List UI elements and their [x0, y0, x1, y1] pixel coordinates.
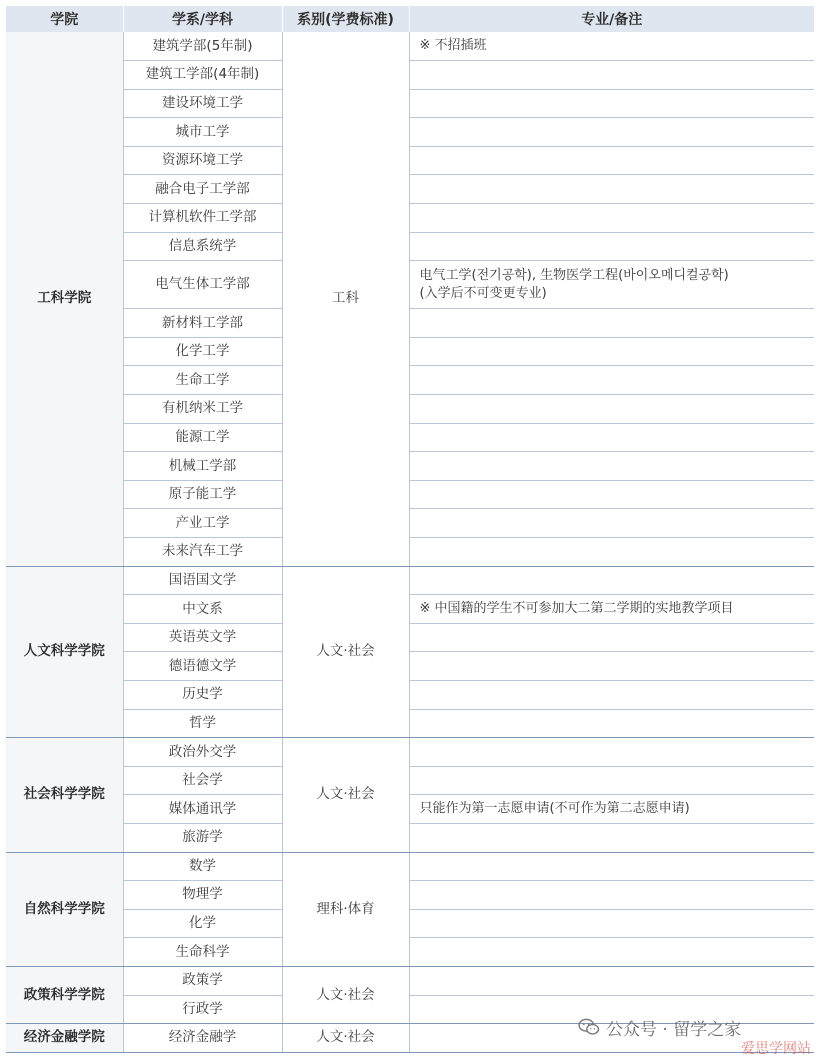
track-label: 人文·社会: [282, 566, 409, 738]
table-row: [6, 823, 814, 852]
note-cell: [409, 146, 814, 175]
department-name: 产业工学: [123, 509, 282, 538]
track-label: 工科: [282, 32, 409, 566]
track-label: 理科·体育: [282, 852, 409, 966]
note-cell: [409, 909, 814, 938]
department-name: 能源工学: [123, 423, 282, 452]
department-name: 政治外交学: [123, 738, 282, 767]
table-body: [6, 32, 814, 1052]
note-cell: [409, 175, 814, 204]
note-cell: [409, 395, 814, 424]
note-cell: [409, 966, 814, 995]
department-name: 英语英文学: [123, 623, 282, 652]
department-name: 城市工学: [123, 118, 282, 147]
note-cell: [409, 509, 814, 538]
department-name: 政策学: [123, 966, 282, 995]
table-row: [6, 852, 814, 881]
table-row: [6, 204, 814, 233]
track-label: 人文·社会: [282, 1024, 409, 1053]
header-track: 系别(学费标准): [282, 6, 409, 32]
note-cell: ※ 中国籍的学生不可参加大二第二学期的实地教学项目: [409, 595, 814, 624]
department-name: 建筑学部(5年制): [123, 32, 282, 61]
table-row: [6, 795, 814, 824]
note-cell: [409, 480, 814, 509]
department-name: 国语国文学: [123, 566, 282, 595]
department-name: 德语德文学: [123, 652, 282, 681]
watermark: [578, 1014, 741, 1040]
table-row: [6, 766, 814, 795]
note-cell: [409, 652, 814, 681]
table-row: [6, 61, 814, 90]
note-cell: [409, 89, 814, 118]
header-dept: 学系/学科: [123, 6, 282, 32]
department-name: 新材料工学部: [123, 309, 282, 338]
note-cell: [409, 852, 814, 881]
table-row: [6, 146, 814, 175]
note-cell: [409, 337, 814, 366]
table-row: [6, 709, 814, 738]
table-row: [6, 881, 814, 910]
department-name: 哲学: [123, 709, 282, 738]
table-row: [6, 309, 814, 338]
table-row: [6, 652, 814, 681]
department-name: 历史学: [123, 680, 282, 709]
department-name: 资源环境工学: [123, 146, 282, 175]
note-cell: [409, 309, 814, 338]
majors-table: [6, 6, 814, 1053]
college-name: 政策科学学院: [6, 966, 123, 1023]
note-cell: [409, 709, 814, 738]
note-cell: [409, 538, 814, 567]
department-name: 媒体通讯学: [123, 795, 282, 824]
department-name: 旅游学: [123, 823, 282, 852]
note-cell: [409, 118, 814, 147]
note-cell: [409, 452, 814, 481]
table-row: [6, 423, 814, 452]
table-row: [6, 232, 814, 261]
department-name: 信息系统学: [123, 232, 282, 261]
note-cell: 只能作为第一志愿申请(不可作为第二志愿申请): [409, 795, 814, 824]
note-cell: [409, 823, 814, 852]
header-college: 学院: [6, 6, 123, 32]
table-row: [6, 738, 814, 767]
track-label: 人文·社会: [282, 738, 409, 852]
table-row: [6, 395, 814, 424]
department-name: 化学工学: [123, 337, 282, 366]
college-name: 社会科学学院: [6, 738, 123, 852]
department-name: 建设环境工学: [123, 89, 282, 118]
department-name: 生命科学: [123, 938, 282, 967]
table-row: [6, 118, 814, 147]
table-row: [6, 366, 814, 395]
header-row: [6, 6, 814, 32]
note-cell: [409, 204, 814, 233]
department-name: 计算机软件工学部: [123, 204, 282, 233]
track-label: 人文·社会: [282, 966, 409, 1023]
table-row: [6, 89, 814, 118]
college-name: 工科学院: [6, 32, 123, 566]
department-name: 物理学: [123, 881, 282, 910]
college-name: 自然科学学院: [6, 852, 123, 966]
table-row: [6, 480, 814, 509]
table-row: [6, 538, 814, 567]
department-name: 融合电子工学部: [123, 175, 282, 204]
department-name: 建筑工学部(4年制): [123, 61, 282, 90]
department-name: 电气生体工学部: [123, 261, 282, 309]
note-cell: 电气工学(전기공학), 生物医学工程(바이오메디컬공학) (入学后不可变更专业): [409, 261, 814, 309]
wechat-icon: [578, 1018, 600, 1036]
department-name: 社会学: [123, 766, 282, 795]
table-row: [6, 938, 814, 967]
note-cell: [409, 61, 814, 90]
table-row: [6, 909, 814, 938]
table-row: [6, 32, 814, 61]
department-name: 有机纳米工学: [123, 395, 282, 424]
department-name: 生命工学: [123, 366, 282, 395]
note-cell: [409, 938, 814, 967]
table-row: [6, 566, 814, 595]
table-row: [6, 966, 814, 995]
college-name: 人文科学学院: [6, 566, 123, 738]
table-row: [6, 261, 814, 309]
department-name: 原子能工学: [123, 480, 282, 509]
note-cell: [409, 623, 814, 652]
table-row: [6, 680, 814, 709]
department-name: 未来汽车工学: [123, 538, 282, 567]
table-row: [6, 452, 814, 481]
note-cell: [409, 232, 814, 261]
department-name: 中文系: [123, 595, 282, 624]
note-cell: [409, 423, 814, 452]
note-cell: [409, 738, 814, 767]
watermark-text: 公众号 · 留学之家: [606, 1019, 742, 1040]
department-name: 数学: [123, 852, 282, 881]
department-name: 机械工学部: [123, 452, 282, 481]
note-cell: [409, 566, 814, 595]
department-name: 经济金融学: [123, 1024, 282, 1053]
note-cell: [409, 766, 814, 795]
table-row: [6, 175, 814, 204]
table-row: [6, 595, 814, 624]
header-notes: 专业/备注: [409, 6, 814, 32]
site-watermark: 爱思学网站: [741, 1041, 811, 1057]
department-name: 行政学: [123, 995, 282, 1024]
department-name: 化学: [123, 909, 282, 938]
note-cell: [409, 366, 814, 395]
college-name: 经济金融学院: [6, 1024, 123, 1053]
note-cell: ※ 不招插班: [409, 32, 814, 61]
table-row: [6, 509, 814, 538]
table-row: [6, 337, 814, 366]
note-cell: [409, 680, 814, 709]
table-row: [6, 623, 814, 652]
note-cell: [409, 881, 814, 910]
